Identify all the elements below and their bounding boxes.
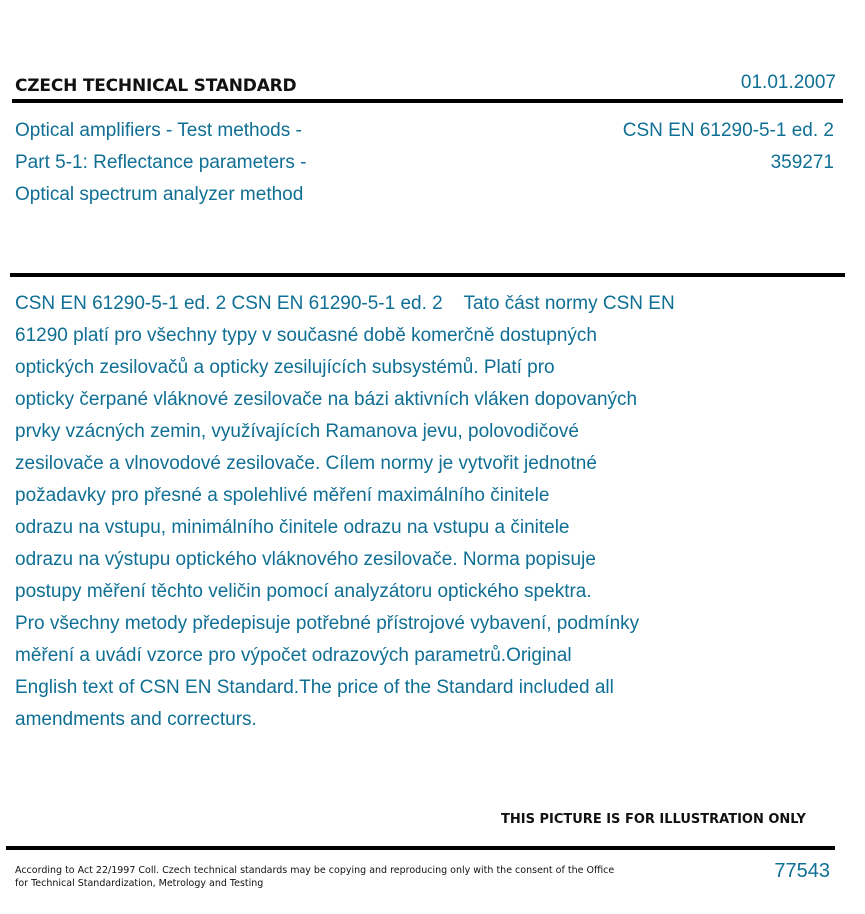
description-line: zesilovače a vlnovodové zesilovače. Cílem normy je vytvořit jednotné <box>15 453 597 474</box>
description-line: CSN EN 61290-5-1 ed. 2 CSN EN 61290-5-1 ed. 2 Tato část normy CSN EN <box>15 293 675 314</box>
description-line: optických zesilovačů a opticky zesilujících subsystémů. Platí pro <box>15 357 555 378</box>
legal-line: According to Act 22/1997 Coll. Czech technical standards may be copying and reproducing only with the consent of the Office <box>15 865 615 876</box>
description-line: amendments and correcturs. <box>15 709 257 730</box>
description-line: opticky čerpané vláknové zesilovače na bázi aktivních vláken dopovaných <box>15 389 638 410</box>
title-line: Optical amplifiers - Test methods - <box>15 120 302 141</box>
document-code: 77543 <box>774 860 830 882</box>
illustration-disclaimer: THIS PICTURE IS FOR ILLUSTRATION ONLY <box>501 812 806 827</box>
header-divider <box>12 99 843 103</box>
title-line: Part 5-1: Reflectance parameters - <box>15 152 307 173</box>
description-line: Pro všechny metody předepisuje potřebné přístrojové vybavení, podmínky <box>15 613 640 634</box>
standard-designation: CSN EN 61290-5-1 ed. 2 <box>622 120 834 141</box>
catalog-number: 359271 <box>770 152 834 173</box>
description-line: měření a uvádí vzorce pro výpočet odrazových parametrů.Original <box>15 645 572 666</box>
standard-identifiers <box>623 115 834 179</box>
title-line: Optical spectrum analyzer method <box>15 184 304 205</box>
publication-date: 01.01.2007 <box>740 72 836 93</box>
standard-title <box>15 115 306 211</box>
description-line: požadavky pro přesné a spolehlivé měření maximálního činitele <box>15 485 550 506</box>
description-line: prvky vzácných zemin, využívajících Ramanova jevu, polovodičové <box>15 421 579 442</box>
standard-description <box>15 288 775 736</box>
footer-divider <box>6 846 835 850</box>
legal-line: for Technical Standardization, Metrology and Testing <box>15 878 264 889</box>
title-divider <box>10 273 845 277</box>
description-line: odrazu na vstupu, minimálního činitele odrazu na vstupu a činitele <box>15 517 570 538</box>
description-line: odrazu na výstupu optického vláknového zesilovače. Norma popisuje <box>15 549 596 570</box>
legal-notice <box>15 864 614 890</box>
description-line: postupy měření těchto veličin pomocí analyzátoru optického spektra. <box>15 581 592 602</box>
description-line: 61290 platí pro všechny typy v současné době komerčně dostupných <box>15 325 597 346</box>
description-line: English text of CSN EN Standard.The price of the Standard included all <box>15 677 614 698</box>
document-type-label: CZECH TECHNICAL STANDARD <box>15 76 297 96</box>
